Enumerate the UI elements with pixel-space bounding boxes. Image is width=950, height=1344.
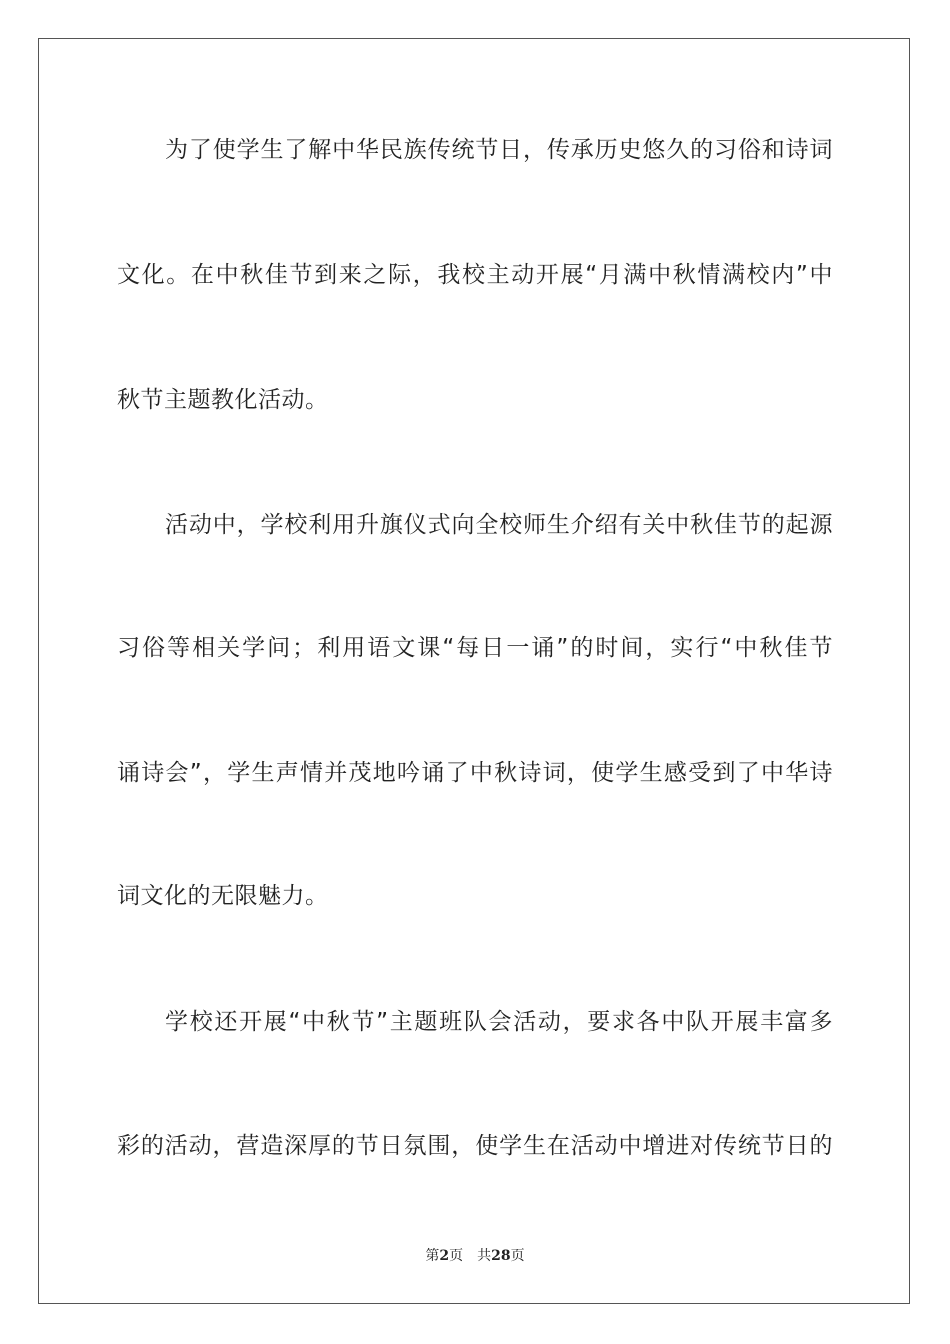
page-footer bbox=[0, 1246, 950, 1266]
total-pages-number: 28 bbox=[491, 1248, 511, 1264]
page-border bbox=[38, 38, 910, 1304]
current-page-number: 2 bbox=[439, 1248, 450, 1264]
paragraph-2-line-3: 诵诗会”，学生声情并茂地吟诵了中秋诗词，使学生感受到了中华诗 bbox=[117, 760, 833, 786]
page-suffix: 页 bbox=[449, 1248, 464, 1264]
paragraph-1-line-1: 为了使学生了解中华民族传统节日，传承历史悠久的习俗和诗词 bbox=[165, 137, 833, 163]
paragraph-2-line-2: 习俗等相关学问；利用语文课“每日一诵”的时间，实行“中秋佳节 bbox=[117, 635, 833, 661]
paragraph-2-line-1: 活动中，学校利用升旗仪式向全校师生介绍有关中秋佳节的起源 bbox=[165, 512, 833, 538]
page-prefix: 第 bbox=[425, 1248, 440, 1264]
paragraph-2-line-4: 词文化的无限魅力。 bbox=[117, 883, 329, 909]
paragraph-1-line-3: 秋节主题教化活动。 bbox=[117, 387, 329, 413]
total-prefix: 共 bbox=[477, 1248, 492, 1264]
paragraph-1-line-2: 文化。在中秋佳节到来之际，我校主动开展“月满中秋情满校内”中 bbox=[117, 262, 833, 288]
total-suffix: 页 bbox=[510, 1248, 525, 1264]
paragraph-3-line-1: 学校还开展“中秋节”主题班队会活动，要求各中队开展丰富多 bbox=[165, 1009, 833, 1035]
paragraph-3-line-2: 彩的活动，营造深厚的节日氛围，使学生在活动中增进对传统节日的 bbox=[117, 1133, 833, 1159]
